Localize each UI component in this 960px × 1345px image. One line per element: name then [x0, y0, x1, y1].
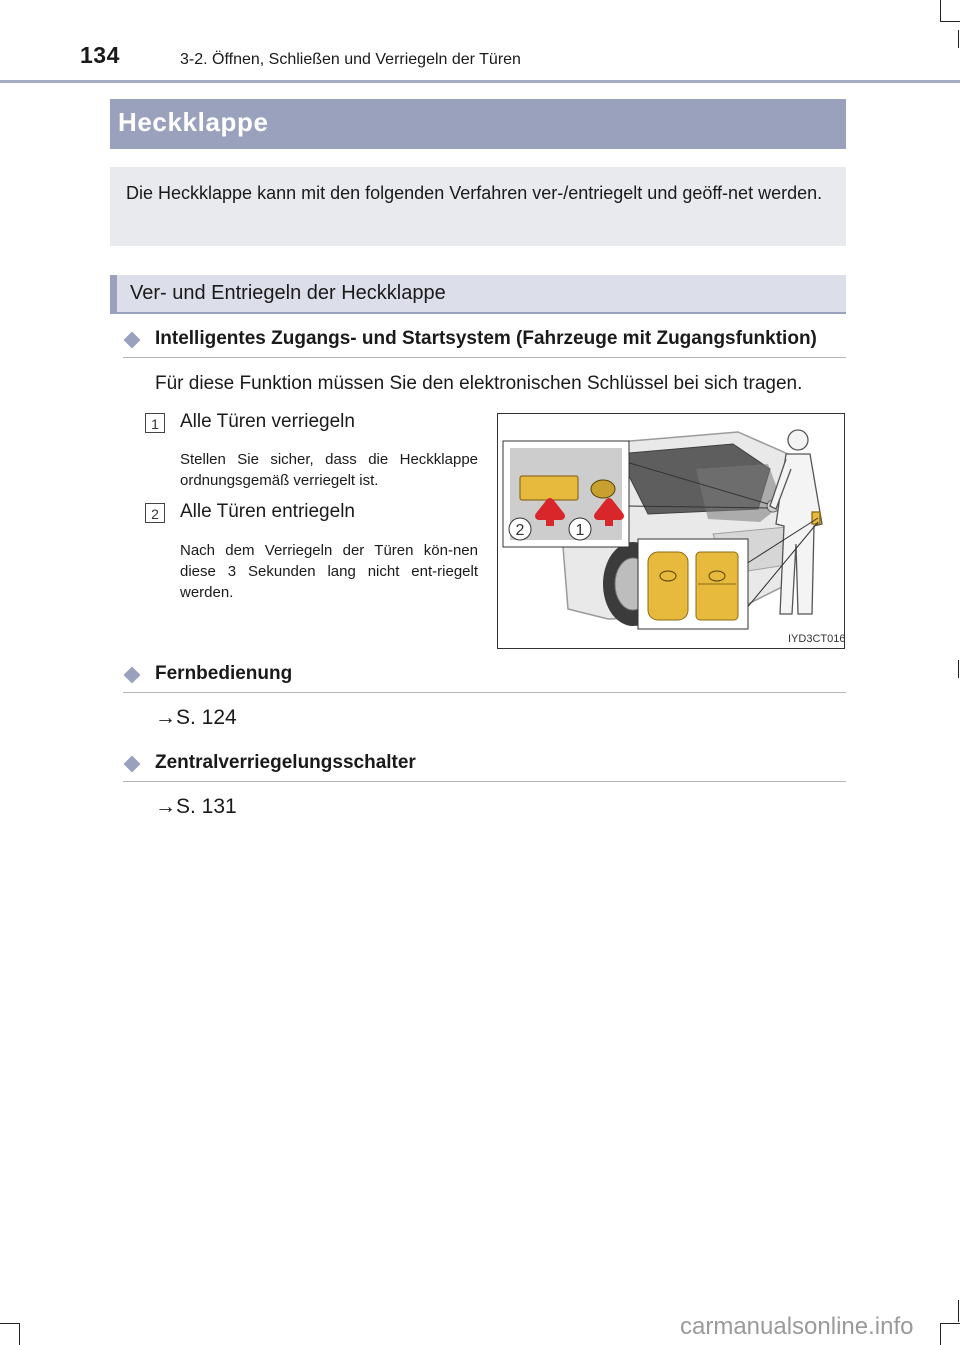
figure-code: IYD3CT016 — [788, 633, 844, 645]
chapter-title: 3-2. Öffnen, Schließen und Verriegeln der Türen — [180, 51, 521, 68]
item-title-unlock: Alle Türen entriegeln — [180, 501, 355, 522]
item-note-lock: Stellen Sie sicher, dass die Heckklappe ordnungsgemäß verriegelt ist. — [180, 451, 478, 489]
item-number-1: 1 — [145, 413, 165, 433]
crop-mark — [958, 1300, 959, 1322]
car-rear-drawing — [498, 414, 844, 648]
diamond-bullet-icon — [124, 667, 141, 684]
crop-mark — [958, 30, 959, 48]
header-rule — [0, 80, 960, 83]
crop-mark — [19, 1323, 20, 1345]
central-lock-page-ref-link[interactable]: →S. 131 — [155, 795, 237, 818]
crop-mark — [940, 1323, 941, 1345]
remote-heading: Fernbedienung — [155, 663, 293, 684]
intro-text: Die Heckklappe kann mit den folgenden Verfahren ver-/entriegelt und geöff-net werden. — [126, 183, 823, 203]
crop-mark — [958, 660, 959, 678]
crop-mark — [940, 1323, 960, 1324]
item-number-2: 2 — [145, 503, 165, 523]
diamond-bullet-icon — [124, 332, 141, 349]
handle-inset — [503, 441, 629, 547]
crop-mark — [0, 1323, 20, 1324]
subsection-title: Ver- und Entriegeln der Heckklappe — [130, 282, 446, 304]
heading-rule — [123, 781, 846, 782]
diamond-bullet-icon — [124, 756, 141, 773]
heading-rule — [123, 692, 846, 693]
crop-mark — [940, 21, 960, 22]
callout-2: 2 — [515, 522, 525, 539]
tailgate-illustration — [497, 413, 845, 649]
callout-1: 1 — [575, 522, 585, 539]
item-title-lock: Alle Türen verriegeln — [180, 411, 355, 432]
remote-page-ref-link[interactable]: →S. 124 — [155, 706, 237, 729]
section-title: Heckklappe — [118, 107, 269, 137]
heading-rule — [123, 357, 846, 358]
smart-system-heading: Intelligentes Zugangs- und Startsystem (Fahrzeuge mit Zugangsfunktion) — [155, 328, 817, 349]
page-number: 134 — [80, 42, 120, 68]
central-lock-heading: Zentralverriegelungsschalter — [155, 752, 416, 773]
crop-mark — [940, 0, 941, 22]
subsection-underline — [110, 312, 846, 314]
watermark: carmanualsonline.info — [680, 1313, 914, 1340]
key-inset — [638, 539, 748, 629]
smart-system-text: Für diese Funktion müssen Sie den elektronischen Schlüssel bei sich tragen. — [155, 373, 803, 394]
item-note-unlock: Nach dem Verriegeln der Türen kön-nen diese 3 Sekunden lang nicht ent-riegelt werden. — [180, 542, 478, 601]
subsection-accent — [110, 275, 117, 312]
